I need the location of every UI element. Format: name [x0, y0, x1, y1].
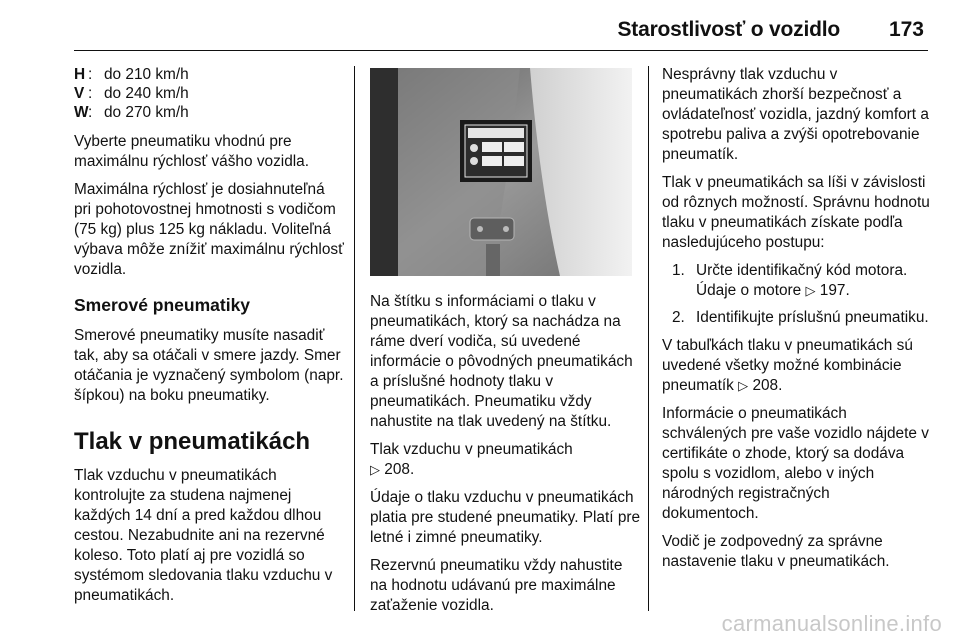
page-reference-link[interactable]: 208. [384, 461, 415, 478]
speed-letter: W [74, 104, 89, 121]
paragraph: Údaje o tlaku vzduchu v pneumatikách platia pre studené pneumatiky. Platí pre letné i zimné pneumatiky. [370, 489, 641, 546]
paragraph: Tlak v pneumatikách sa líši v závislosti od rôznych možností. Správnu hodnotu tlaku v pneumatikách získate podľa nasledujúceho postupu: [662, 174, 930, 251]
speed-letter: V [74, 85, 85, 102]
column-divider-right [648, 66, 649, 611]
paragraph: Vyberte pneumatiku vhodnú pre maximálnu rýchlosť vášho vozidla. [74, 133, 310, 170]
page-reference-arrow-icon: ▷ [805, 283, 816, 298]
right-column [662, 65, 930, 580]
list-item-text: Identifikujte príslušnú pneumatiku. [696, 309, 929, 326]
page-number: 173 [888, 18, 924, 41]
speed-value: do 240 km/h [104, 85, 189, 102]
watermark: carmanualsonline.info [721, 611, 942, 636]
page-reference-link[interactable]: 197. [819, 282, 850, 299]
speed-letter: H [74, 66, 86, 83]
paragraph: Rezervnú pneumatiku vždy nahustite na hodnotu udávanú pre maximálne zaťaženie vozidla. [370, 557, 623, 614]
page-reference-arrow-icon: ▷ [370, 462, 380, 477]
ordered-list [662, 261, 930, 328]
page-title: Starostlivosť o vozidlo [617, 18, 840, 41]
list-item-number: 1. [672, 262, 685, 279]
tire-pressure-label-photo [370, 68, 632, 276]
left-column [74, 65, 346, 614]
page-reference-link[interactable]: 208. [752, 377, 783, 394]
paragraph-text: Tlak vzduchu v pneumatikách [370, 441, 573, 458]
speed-rating-list [74, 65, 346, 122]
subheading: Smerové pneumatiky [74, 295, 251, 315]
paragraph: Na štítku s informáciami o tlaku v pneumatikách, ktorý sa nachádza na ráme dverí vodiča, sú uvedené informácie o pôvodných pneumatikách a príslušné hodnoty tlaku v pneumatikách. Pneumatiku vždy nahustite na tlak uvedený na štítku. [370, 293, 633, 430]
column-divider-left [354, 66, 355, 611]
speed-rating-item [74, 84, 346, 103]
middle-column [370, 292, 642, 624]
list-item-text [696, 261, 930, 301]
list-item-label: Určte identifikačný kód motora. Údaje o motore [696, 262, 908, 299]
paragraph: Tlak vzduchu v pneumatikách kontrolujte za studena najmenej každých 14 dní a pred každou dlhou cestou. Nezabudnite ani na rezervné koleso. Toto platí aj pre vozidlá so systémom sledovania tlaku vzduchu v pneumatikách. [74, 467, 333, 604]
speed-separator: : [88, 85, 93, 102]
section-heading: Tlak v pneumatikách [74, 428, 311, 455]
speed-rating-item [74, 103, 346, 122]
paragraph: Maximálna rýchlosť je dosiahnuteľná pri pohotovostnej hmotnosti s vodičom (75 kg) plus 125 kg nákladu. Voliteľná výbava môže znížiť maximálnu rýchlosť vozidla. [74, 181, 344, 278]
paragraph-text: V tabuľkách tlaku v pneumatikách sú uvedené všetky možné kombinácie pneumatík [662, 337, 913, 394]
list-item-number: 2. [672, 309, 685, 326]
paragraph: Smerové pneumatiky musíte nasadiť tak, aby sa otáčali v smere jazdy. Smer otáčania je vyznačený symbolom (napr. šípkou) na boku pneumatiky. [74, 327, 344, 404]
paragraph [370, 440, 642, 480]
header-divider [74, 50, 928, 51]
paragraph [662, 336, 930, 396]
paragraph: Nesprávny tlak vzduchu v pneumatikách zhorší bezpečnosť a ovládateľnosť vozidla, jazdný komfort a spotrebu paliva a zvýši opotrebovanie pneumatík. [662, 66, 929, 163]
speed-value: do 210 km/h [104, 66, 189, 83]
list-item [662, 308, 930, 328]
door-frame-illustration [370, 68, 632, 276]
paragraph: Vodič je zodpovedný za správne nastavenie tlaku v pneumatikách. [662, 533, 890, 570]
paragraph: Informácie o pneumatikách schválených pre vaše vozidlo nájdete v certifikáte o zhode, ktorý sa dodáva spolu s vozidlom, alebo v iných národných registračných dokumentoch. [662, 405, 929, 522]
page-reference-arrow-icon: ▷ [738, 378, 749, 393]
list-item [662, 261, 930, 301]
speed-separator: : [88, 104, 93, 121]
speed-rating-item [74, 65, 346, 84]
speed-separator: : [88, 66, 93, 83]
speed-value: do 270 km/h [104, 104, 189, 121]
